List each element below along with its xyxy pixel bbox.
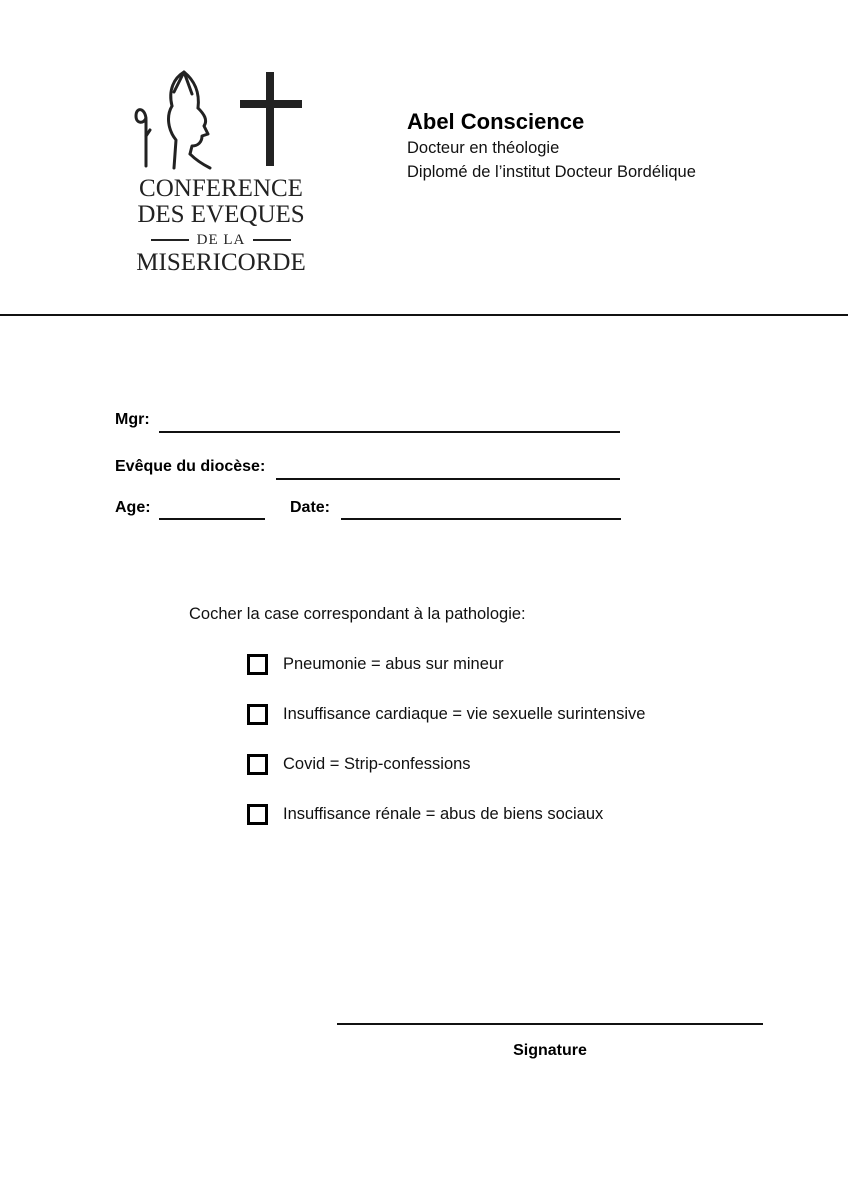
signature-field[interactable] bbox=[337, 1023, 763, 1025]
conference-logo bbox=[128, 68, 318, 278]
option-covid[interactable] bbox=[247, 752, 471, 776]
bishop-mitre-icon bbox=[132, 70, 212, 170]
author-title: Docteur en théologie bbox=[407, 139, 560, 157]
logo-wordmark bbox=[128, 176, 314, 276]
cross-icon bbox=[238, 72, 304, 166]
signature-label: Signature bbox=[513, 1042, 587, 1059]
checkbox[interactable] bbox=[247, 654, 268, 675]
logo-rule-right bbox=[253, 239, 291, 241]
instruction-text: Cocher la case correspondant à la pathologie: bbox=[189, 605, 526, 623]
logo-small-text: DE LA bbox=[196, 232, 246, 248]
logo-divider bbox=[128, 230, 314, 250]
option-insuffisance-renale[interactable] bbox=[247, 802, 603, 826]
checkbox[interactable] bbox=[247, 704, 268, 725]
option-insuffisance-cardiaque[interactable] bbox=[247, 702, 645, 726]
author-institute: Diplomé de l’institut Docteur Bordélique bbox=[407, 163, 696, 181]
author-name: Abel Conscience bbox=[407, 109, 585, 134]
logo-line-1: CONFERENCE bbox=[139, 175, 303, 202]
author-block bbox=[407, 108, 696, 184]
header-divider bbox=[0, 314, 848, 316]
option-label: Pneumonie = abus sur mineur bbox=[283, 654, 504, 673]
date-field[interactable] bbox=[341, 518, 621, 520]
age-field[interactable] bbox=[159, 518, 265, 520]
mgr-label: Mgr: bbox=[115, 411, 150, 428]
diocese-field[interactable] bbox=[276, 478, 620, 480]
logo-rule-left bbox=[151, 239, 189, 241]
logo-line-3: MISERICORDE bbox=[136, 249, 306, 276]
checkbox[interactable] bbox=[247, 754, 268, 775]
logo-line-2: DES EVEQUES bbox=[137, 201, 305, 228]
mgr-field[interactable] bbox=[159, 431, 620, 433]
checkbox[interactable] bbox=[247, 804, 268, 825]
option-label: Insuffisance cardiaque = vie sexuelle surintensive bbox=[283, 704, 646, 723]
option-label: Insuffisance rénale = abus de biens sociaux bbox=[283, 804, 604, 823]
option-label: Covid = Strip-confessions bbox=[283, 754, 471, 773]
age-label: Age: bbox=[115, 499, 151, 516]
diocese-label: Evêque du diocèse: bbox=[115, 458, 266, 475]
date-label: Date: bbox=[290, 499, 331, 516]
option-pneumonie[interactable] bbox=[247, 652, 504, 676]
